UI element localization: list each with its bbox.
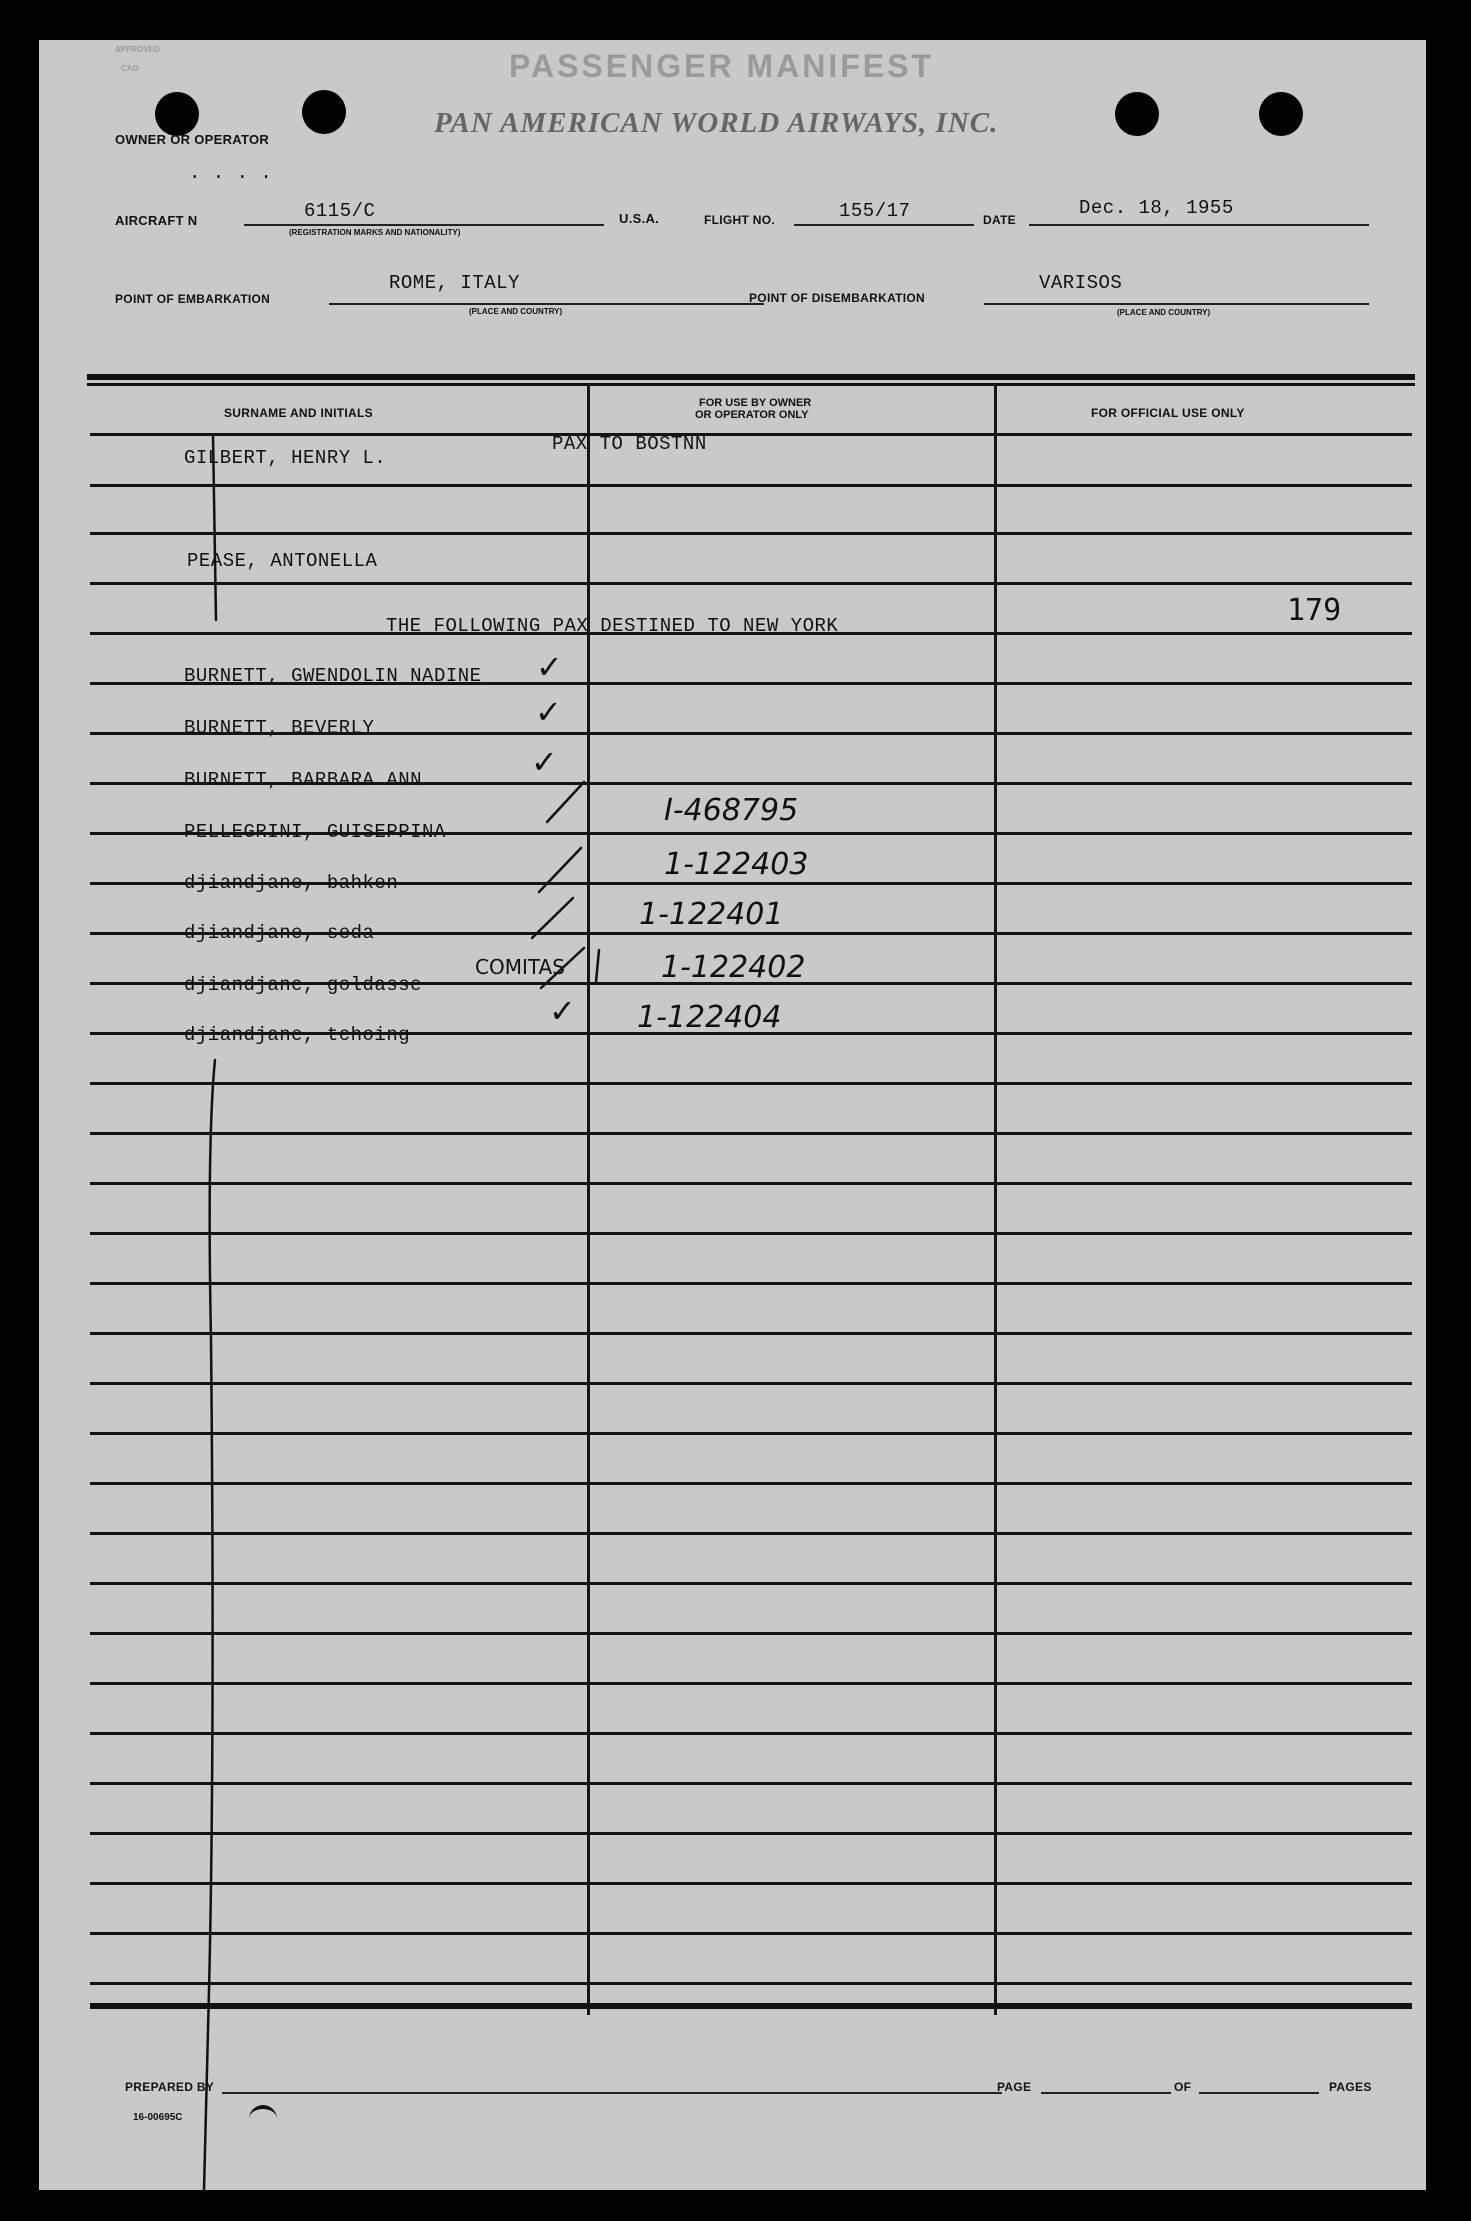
page-label: PAGE [997,2080,1032,2094]
aircraft-sublabel: (REGISTRATION MARKS AND NATIONALITY) [289,228,461,237]
prepared-by-label: PREPARED BY [125,2080,215,2094]
form-title: PASSENGER MANIFEST [509,48,934,84]
disembarkation-label: POINT OF DISEMBARKATION [749,291,926,305]
form-code: 16-00695C [133,2112,183,2123]
passenger-name: djiandjane, seda [184,922,375,944]
checkmark-icon: ✓ [549,992,576,1030]
ticket-number: 1-122403 [664,847,809,882]
checkmark-icon: ✓ [531,743,558,781]
col-header-surname: SURNAME AND INITIALS [224,406,373,420]
owner-value: . . . . [189,162,273,184]
disembarkation-sublabel: (PLACE AND COUNTRY) [1117,308,1211,317]
col-header-owner: FOR USE BY OWNER [699,397,812,409]
of-label: OF [1174,2080,1192,2094]
ticket-number: 1-122404 [637,1000,782,1035]
stamp-number: 179 [1287,593,1342,628]
handwritten-remark: COMITAS [475,955,565,979]
carrier-name: PAN AMERICAN WORLD AIRWAYS, INC. [434,107,999,139]
ticket-number: 1-122401 [639,897,784,932]
checkmark-icon: ✓ [536,648,563,686]
ticket-number: 1-122402 [661,950,806,985]
aircraft-label: AIRCRAFT N [115,213,198,228]
owner-label: OWNER OR OPERATOR [115,132,270,147]
embarkation-value: ROME, ITALY [389,272,520,294]
flight-value: 155/17 [839,200,911,222]
aircraft-value: 6115/C [304,200,376,222]
passenger-name: djiandjane, bahken [184,872,399,894]
passenger-name: GILBERT, HENRY L. [184,447,387,469]
flight-label: FLIGHT NO. [704,213,775,227]
manifest-sheet [39,40,1426,2190]
col-header-official: FOR OFFICIAL USE ONLY [1091,406,1245,420]
passenger-note: PAX TO BOSTNN [552,433,707,455]
date-label: DATE [983,213,1016,227]
passenger-name: BURNETT, BARBARA ANN [184,769,423,791]
pen-strokes [39,40,1426,2190]
usa-label: U.S.A. [619,211,660,226]
pages-label: PAGES [1329,2080,1372,2094]
disembarkation-value: VARISOS [1039,272,1123,294]
passenger-name: djiandjane, tchoing [184,1024,411,1046]
passenger-name: PELLEGRINI, GUISEPPINA [184,821,446,843]
passenger-name: BURNETT, BEVERLY [184,717,375,739]
passenger-name: djiandjane, goldasse [184,974,423,996]
embarkation-sublabel: (PLACE AND COUNTRY) [469,307,563,316]
passenger-name: PEASE, ANTONELLA [187,550,378,572]
ticket-number: I-468795 [664,793,799,828]
approval-sub: CAO [121,64,139,73]
checkmark-icon: ✓ [535,693,562,731]
col-header-owner: OR OPERATOR ONLY [695,409,809,421]
destination-note: THE FOLLOWING PAX DESTINED TO NEW YORK [386,615,839,637]
printer-mark-icon [249,2105,277,2127]
date-value: Dec. 18, 1955 [1079,197,1234,219]
embarkation-label: POINT OF EMBARKATION [115,292,271,306]
passenger-name: BURNETT, GWENDOLIN NADINE [184,665,482,687]
approval-stamp: APPROVED [115,45,160,54]
